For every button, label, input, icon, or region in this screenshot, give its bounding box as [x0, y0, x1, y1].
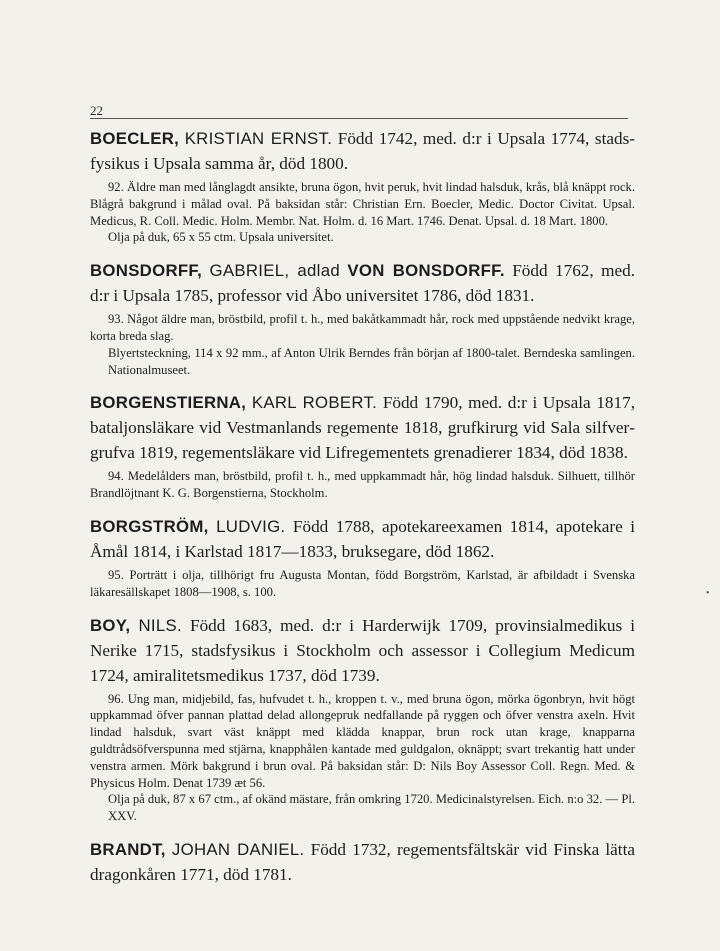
entry-surname: BOY,: [90, 615, 131, 635]
entry-number: 95.: [108, 567, 124, 582]
entry-heading: [90, 258, 635, 308]
entry-given-name: JOHAN DANIEL.: [171, 839, 305, 859]
entry-borgenstierna: [90, 390, 635, 502]
entry-heading: [90, 837, 635, 887]
entry-given-name: NILS.: [138, 615, 182, 635]
entry-boy: [90, 613, 635, 825]
entry-bonsdorff: [90, 258, 635, 378]
entry-source: Olja på duk, 65 x 55 ctm. Upsala universitet.: [108, 230, 334, 245]
entry-description: [90, 567, 635, 601]
entry-given-name: KARL ROBERT.: [251, 393, 378, 413]
margin-mark: •: [706, 588, 710, 599]
entry-given-name: GABRIEL, adlad: [209, 261, 340, 281]
entry-boecler: [90, 126, 635, 246]
entry-source: Olja på duk, 87 x 67 ctm., af okänd mästare, från omkring 1720. Medicinalstyrelsen. Eich. n:o 32. — Pl. XXV.: [108, 792, 635, 824]
entry-surname: BORGENSTIERNA,: [90, 393, 247, 413]
entry-description: [90, 311, 635, 345]
entries-list: [90, 126, 635, 899]
entry-bio: Född 1742, med. d:r i Upsala 1774, stadsfysikus i Upsala samma år, död 1800.: [90, 129, 636, 173]
entry-surname: BONSDORFF,: [90, 261, 203, 281]
entry-number: 96.: [108, 691, 124, 706]
entry-description: [90, 179, 635, 229]
entry-description-text: Porträtt i olja, tillhörigt fru Augusta Montan, född Borgström, Karlstad, är afbildadt i Svenska läkaresällskapet 1808—1908, s. 100.: [90, 567, 635, 599]
entry-heading: [90, 613, 635, 688]
entry-source: Blyertsteckning, 114 x 92 mm., af Anton Ulrik Berndes från början af 1800-talet. Berndeska samlingen. Nationalmuseet.: [108, 345, 635, 377]
page-number: 22: [90, 103, 103, 118]
entry-brandt: [90, 837, 635, 887]
entry-surname: BOECLER,: [90, 129, 180, 148]
entry-ennobled-name: VON BONSDORFF.: [347, 261, 505, 281]
entry-heading: [90, 514, 635, 564]
entry-heading: [90, 126, 635, 176]
entry-surname: BORGSTRÖM,: [90, 516, 209, 536]
entry-description: [90, 468, 635, 502]
entry-number: 94.: [108, 469, 124, 484]
entry-borgstrom: [90, 514, 635, 601]
entry-number: 93.: [108, 312, 124, 327]
entry-description-text: Äldre man med långlagdt ansikte, bruna ögon, hvit peruk, hvit lindad halsduk, krås, blå knäppt rock. Blågrå bakgrund i målad oval. På baksidan står: Christian Ern. Boecler, Medic. Doctor Civitat. Upsal. Medicus, R. Coll. Medic. Holm. Membr. Nat. Holm. d. 16 Mart. 1746. Denat. Upsal. d. 18 Mart. 1800.: [90, 180, 635, 228]
entry-description-text: Ung man, midjebild, fas, hufvudet t. h., kroppen t. v., med bruna ögon, mörka ögonbryn, hvit högt uppkammad öfver pannan plattad delad allongepruk nedfallande på ryggen och öfver venstra axeln. Hvit lindad halsduk, svart väst knäppt med klädda knappar, brun rock utan krage, knapparna guldtrådsöfverspunna med stjärna, knapphålen kantade med guldgalon, oknäppt; svart trekantig hatt under venstra armen. Mörk bakgrund i brun oval. På baksidan står: D: Nils Boy Assessor Coll. Regn. Med. & Physicus Holm. Denat 1739 æt 56.: [90, 691, 635, 790]
entry-description: [90, 691, 635, 792]
entry-bio: Född 1732, regementsfältskär vid Finska lätta dragonkåren 1771, död 1781.: [90, 839, 635, 884]
entry-bio: Född 1683, med. d:r i Harderwijk 1709, provinsialmedikus i Nerike 1715, stadsfysikus i Stockholm och assessor i Collegium Medicum 1724, amiralitetsmedikus 1737, död 1739.: [90, 615, 636, 685]
entry-bio: Född 1788, apotekareexamen 1814, apotekare i Åmål 1814, i Karlstad 1817—1833, bruksegare, död 1862.: [90, 516, 636, 561]
header-rule: [90, 118, 628, 119]
entry-given-name: KRISTIAN ERNST.: [184, 129, 333, 148]
entry-description-text: Medelålders man, bröstbild, profil t. h., med uppkammadt hår, hög lindad halsduk. Silhuett, tillhör Brandlöjtnant K. G. Borgenstierna, Stockholm.: [90, 469, 635, 501]
entry-number: 92.: [108, 180, 124, 194]
entry-bio: Född 1790, med. d:r i Upsala 1817, bataljonsläkare vid Vestmanlands regemente 1818, grufkirurg vid Sala silfvergrufva 1819, regementsläkare vid Lifregementets grenadierer 1834, död 1838.: [90, 393, 636, 463]
entry-bio: Född 1762, med. d:r i Upsala 1785, professor vid Åbo universitet 1786, död 1831.: [90, 261, 635, 306]
entry-given-name: LUDVIG.: [216, 516, 286, 536]
entry-heading: [90, 390, 635, 465]
entry-description-text: Något äldre man, bröstbild, profil t. h., med bakåtkammadt hår, rock med uppstående nedvikt krage, korta breda slag.: [90, 312, 635, 343]
entry-surname: BRANDT,: [90, 839, 166, 859]
